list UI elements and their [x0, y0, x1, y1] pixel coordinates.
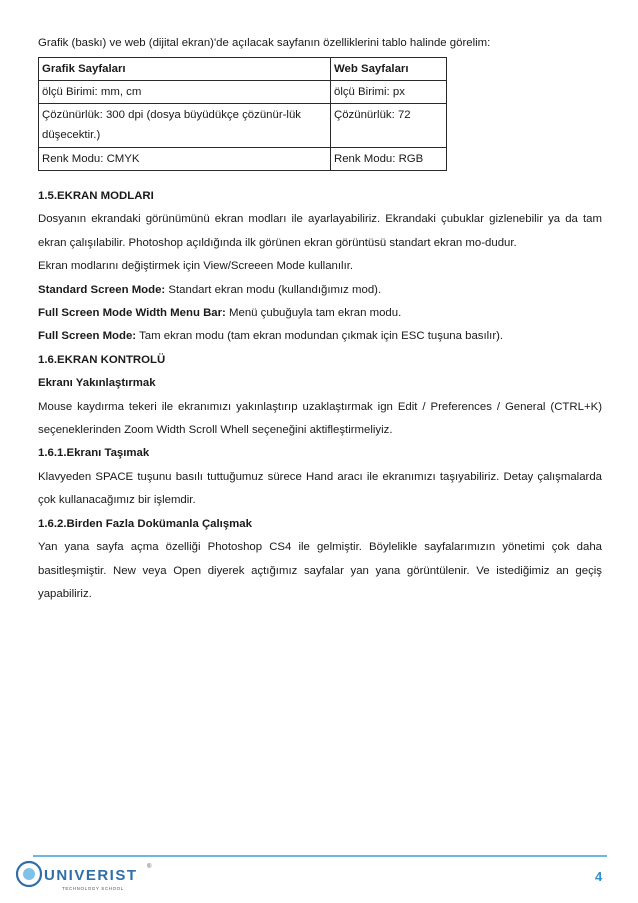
definition-term: Full Screen Mode Width Menu Bar:	[38, 307, 226, 320]
subsection-heading: 1.6.2.Birden Fazla Dokümanla Çalışmak	[38, 517, 252, 530]
table-cell: Çözünürlük: 72	[331, 104, 447, 148]
table-header-grafik: Grafik Sayfaları	[39, 58, 331, 81]
definition-text: Tam ekran modu (tam ekran modundan çıkmak için ESC tuşuna basılır).	[136, 330, 504, 343]
body-text	[38, 185, 602, 606]
definition-line	[38, 302, 602, 325]
table-row	[39, 148, 447, 171]
section-heading: 1.6.EKRAN KONTROLÜ	[38, 353, 166, 366]
document-page	[38, 36, 602, 606]
logo-subtext: TECHNOLOGY SCHOOL	[62, 886, 124, 891]
table-cell: ölçü Birimi: mm, cm	[39, 81, 331, 104]
univerist-logo	[8, 857, 158, 895]
definition-line	[38, 325, 602, 348]
table-cell: Renk Modu: RGB	[331, 148, 447, 171]
table-cell: Çözünürlük: 300 dpi (dosya büyüdükçe çözünür-lük düşecektir.)	[39, 104, 331, 148]
table-cell: Renk Modu: CMYK	[39, 148, 331, 171]
paragraph: Mouse kaydırma tekeri ile ekranımızı yakınlaştırıp uzaklaştırmak ign Edit / Preferences / General (CTRL+K) seçeneklerinden Zoom Width Scroll Whell seçeneğini aktifleştirmeliyiz.	[38, 400, 602, 437]
definition-text: Standart ekran modu (kullandığımız mod).	[165, 283, 382, 296]
definition-term: Standard Screen Mode:	[38, 283, 166, 296]
definition-text: Menü çubuğuyla tam ekran modu.	[225, 307, 402, 320]
table-header-web: Web Sayfaları	[331, 58, 447, 81]
registered-mark: ®	[147, 864, 152, 870]
table-cell: ölçü Birimi: px	[331, 81, 447, 104]
logo-text: UNIVERIST	[44, 867, 138, 884]
logo-emblem-core	[23, 868, 35, 880]
intro-text: Grafik (baskı) ve web (dijital ekran)'de açılacak sayfanın özelliklerini tablo halinde görelim:	[38, 37, 491, 49]
page-number: 4	[595, 869, 603, 884]
table-row	[39, 104, 447, 148]
table-row	[39, 81, 447, 104]
paragraph: Yan yana sayfa açma özelliği Photoshop CS4 ile gelmiştir. Böylelikle sayfalarımızın yönetimi çok daha basitleşmiştir. New veya Open diyerek açtığımız sayfalar yan yana görüntülenir. Ve istediğimiz an geçiş yapabiliriz.	[38, 541, 602, 600]
paragraph: Dosyanın ekrandaki görünümünü ekran modları ile ayarlayabiliriz. Ekrandaki çubuklar gizlenebilir ya da tam ekran çalışılabilir. Photoshop açıldığında ilk görünen ekran görüntüsü standart ekran mo-dudur.	[38, 213, 602, 249]
section-heading: 1.5.EKRAN MODLARI	[38, 190, 154, 202]
subsection-heading: 1.6.1.Ekranı Taşımak	[38, 447, 150, 460]
paragraph: Ekran modlarını değiştirmek için View/Screeen Mode kullanılır.	[38, 260, 354, 273]
definition-line	[38, 279, 602, 302]
definition-term: Full Screen Mode:	[38, 330, 137, 343]
table-header-row	[39, 58, 447, 81]
comparison-table	[38, 57, 447, 171]
subsection-heading: Ekranı Yakınlaştırmak	[38, 377, 156, 390]
paragraph: Klavyeden SPACE tuşunu basılı tuttuğumuz sürece Hand aracı ile ekranımızı taşıyabiliriz. Detay çalışmalarda çok kullanacağımız bir işlemdir.	[38, 470, 602, 507]
